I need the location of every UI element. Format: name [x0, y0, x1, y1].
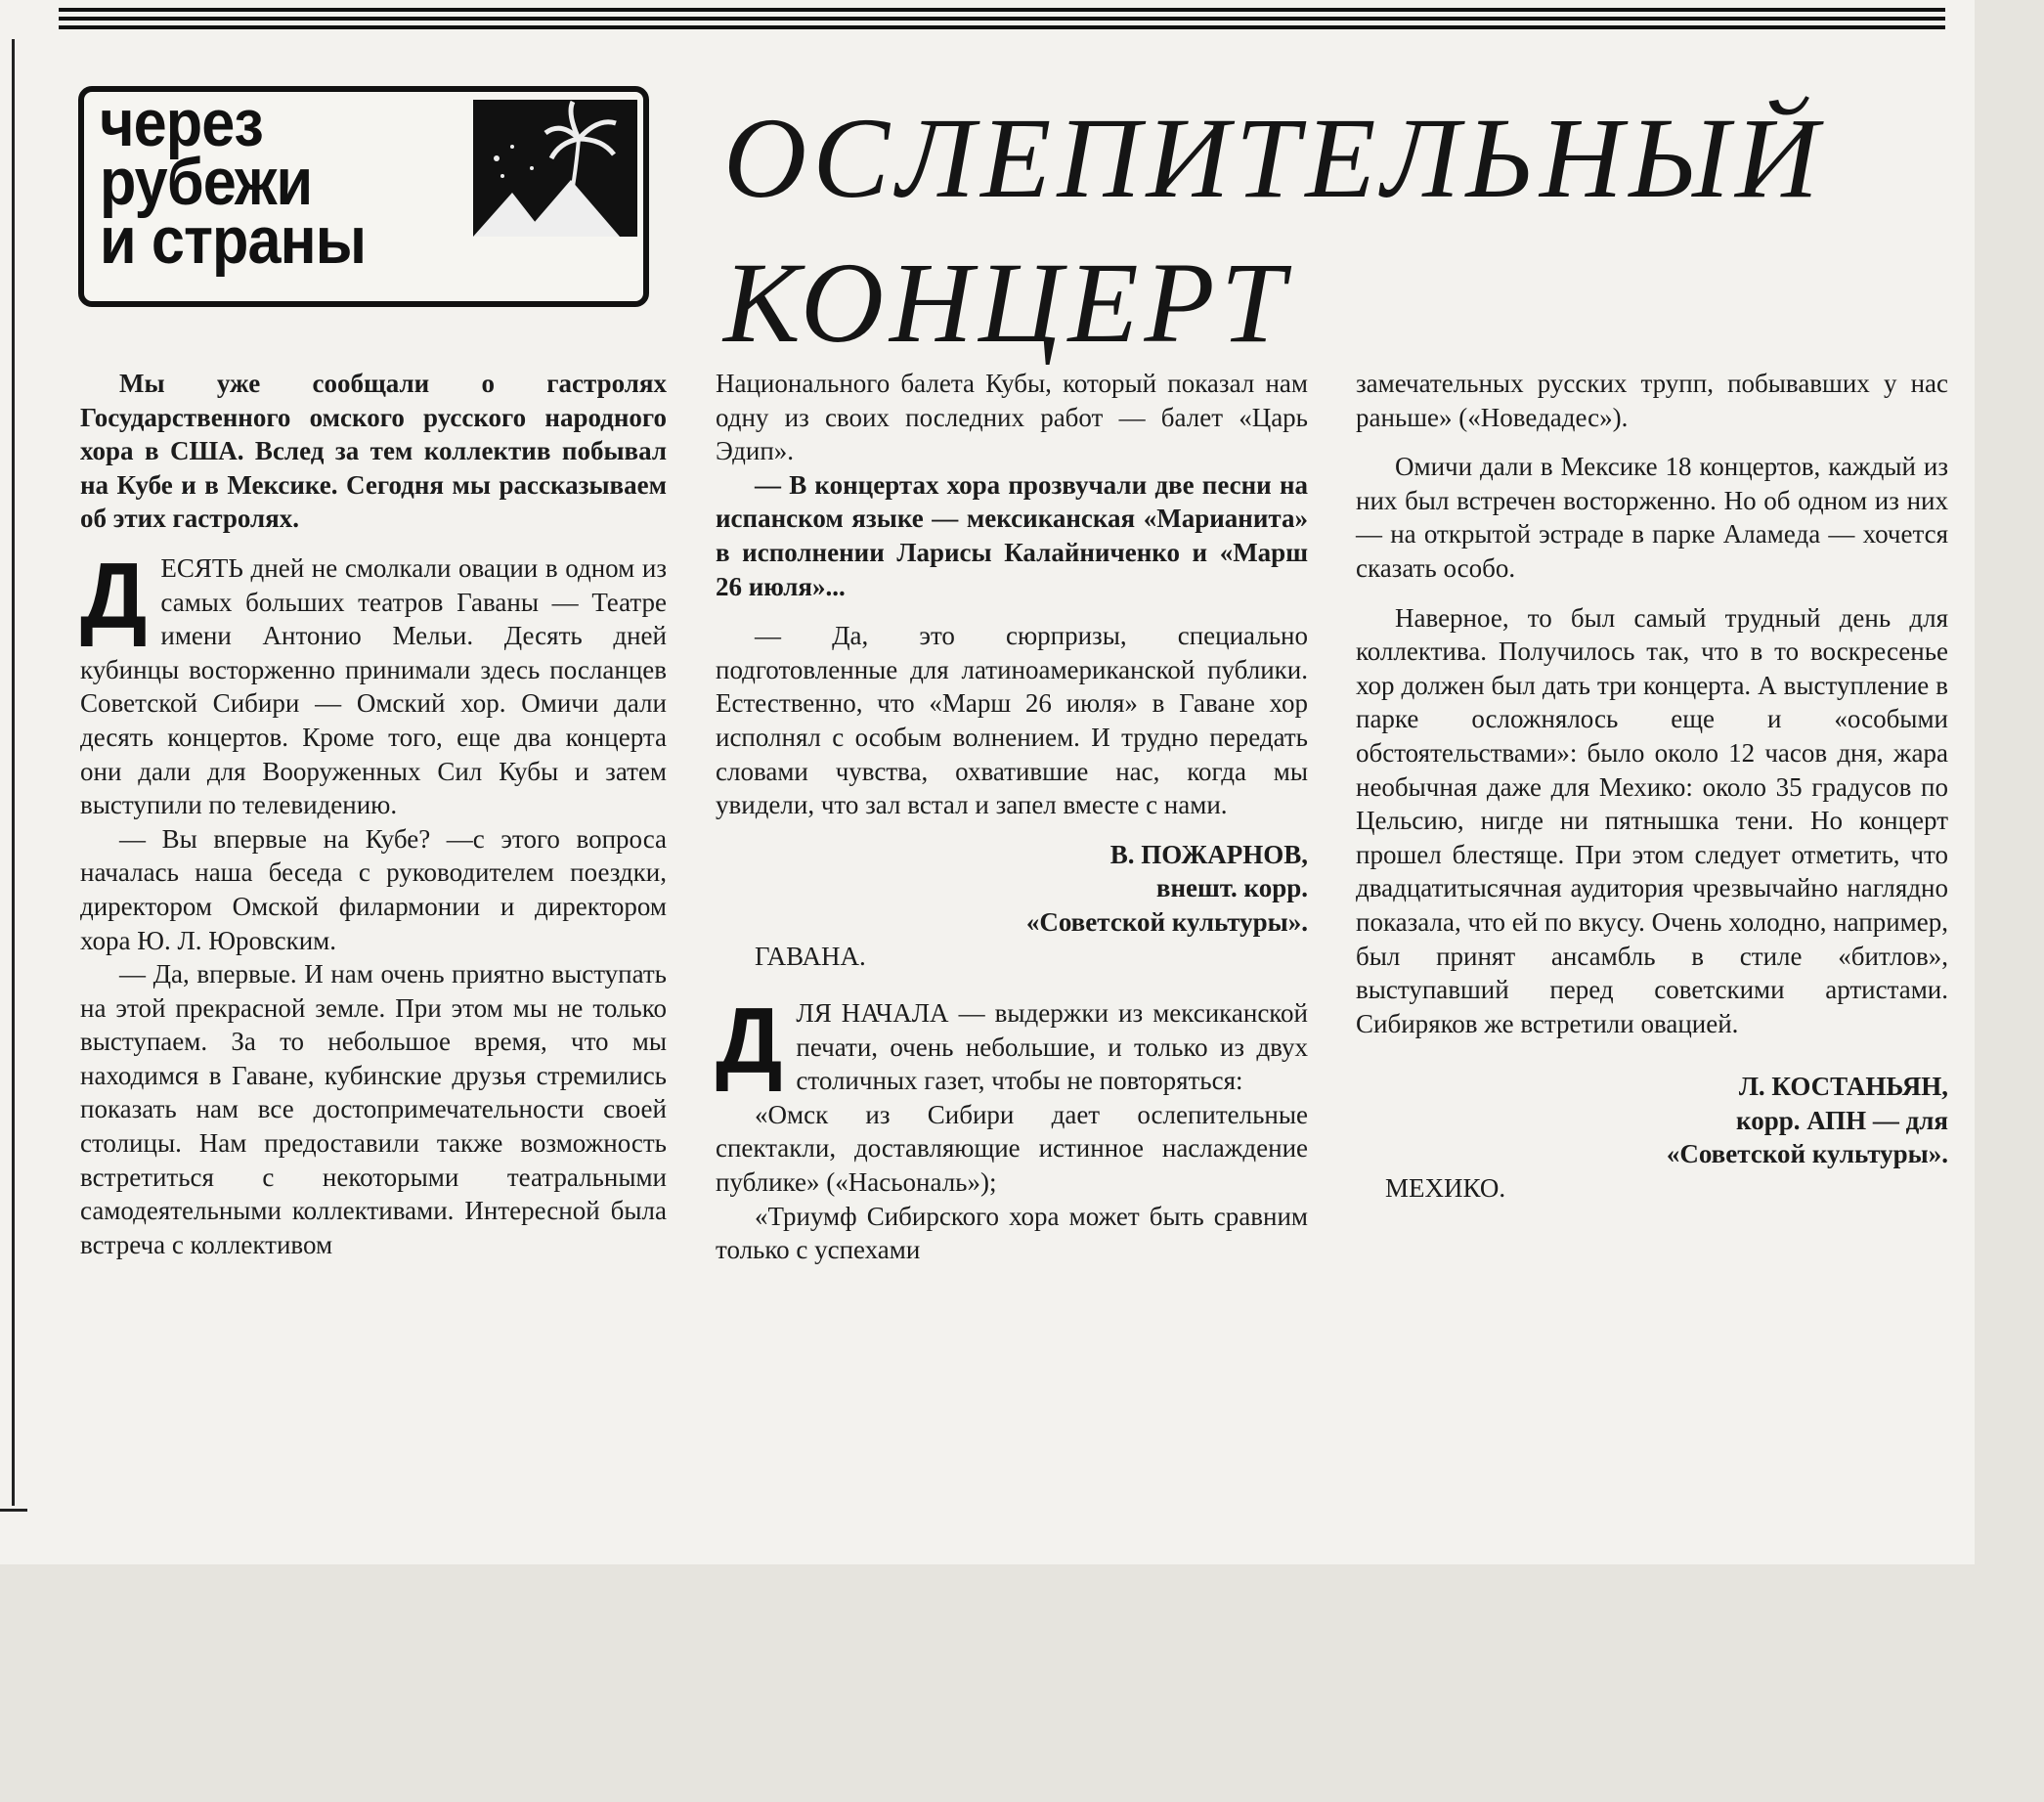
signature-paper: «Советской культуры». — [1666, 1139, 1948, 1169]
quote-paragraph: «Омск из Сибири дает ослепительные спектакли, доставляющие истинное наслаждение публике» («Насьональ»); — [716, 1099, 1308, 1198]
signature-paper: «Советской культуры». — [1025, 906, 1308, 937]
rubric-line: и страны — [100, 203, 367, 278]
headline-line-1: ОСЛЕПИТЕЛЬНЫЙ — [723, 94, 1825, 222]
dateline-place: ГАВАНА. — [755, 941, 866, 971]
paragraph: Наверное, то был самый трудный день для коллектива. Получилось так, что в то воскресенье хор должен был дать три концерта. А выступление в парке осложнялось еще и «особыми обстоятельствами»: было около 12 часов дня, жара необычная даже для Мехико: около 35 градусов по Цельсию, нигде ни пятнышка тени. Но концерт прошел блестяще. При этом следует отметить, что двадцатитысячная аудитория чрезвычайно наглядно показала, что ей по вкусу. Очень холодно, например, был принят ансамбль в стиле «битлов», выступавший перед советскими артистами. Сибиряков же встретили овацией. — [1356, 602, 1948, 1038]
signature-role: корр. АПН — для — [1736, 1105, 1948, 1135]
palm-pyramid-icon — [473, 100, 637, 237]
dateline-place: МЕХИКО. — [1385, 1173, 1506, 1204]
rubric-title — [100, 86, 510, 278]
article-column-2 — [716, 367, 1308, 1267]
left-rule-tick — [0, 1509, 27, 1512]
rubric-line: через — [100, 86, 263, 160]
article-column-1 — [80, 367, 667, 1261]
signature-role: внешт. корр. — [1155, 873, 1308, 903]
section-rubric-box — [78, 86, 649, 307]
rubric-line: рубежи — [100, 145, 313, 219]
paragraph: Национального балета Кубы, который показал нам одну из своих последних работ — балет «Царь Эдип». — [716, 369, 1308, 466]
paragraph: — Да, это сюрпризы, специально подготовленные для латиноамериканской публики. Естественно, что «Марш 26 июля» в Гаване хор исполнял с особым волнением. И трудно передать словами чувства, охватившие нас, когда мы увидели, что зал встал и запел вместе с нами. — [716, 621, 1308, 820]
lead-paragraph: Мы уже сообщали о гастролях Государственного омского русского народного хора в США. Вслед за тем коллектив побывал на Кубе и в Мексике. Сегодня мы рассказываем об этих гастролях. — [80, 369, 667, 534]
top-rule-lines — [59, 8, 1945, 41]
paragraph: замечательных русских трупп, побывавших у нас раньше» («Новедадес»). — [1356, 369, 1948, 432]
drop-cap: Д — [80, 543, 148, 648]
paragraph — [716, 989, 1308, 1098]
paragraph — [80, 543, 667, 822]
paragraph: — В концертах хора прозвучали две песни на испанском языке — мексиканская «Марианита» в исполнении Ларисы Калайниченко и «Марш 26 июля»... — [716, 469, 1308, 601]
headline-line-2: КОНЦЕРТ — [723, 239, 1291, 367]
paragraph: — Да, впервые. И нам очень приятно выступать на этой прекрасной земле. При этом мы не только выступаем. За то небольшое время, что мы находимся в Гаване, кубинские друзья стремились показать нам все достопримечательности своей столицы. Нам предоставили также возможность встретиться с некоторыми театральными самодеятельными коллективами. Интересной была встреча с коллективом — [80, 959, 667, 1259]
paragraph-text: ЕСЯТЬ дней не смолкали овации в одном из самых больших театров Гаваны — Театре имени Антонио Мельи. Десять дней кубинцы восторженно принимали здесь посланцев Советской Сибири — Омский хор. Омичи дали десять концертов. Кроме того, еще два концерта они дали для Вооруженных Сил Кубы и затем выступили по телевидению. — [80, 552, 667, 820]
article-headline — [723, 86, 1975, 375]
article-column-3 — [1356, 367, 1948, 1206]
paragraph-text: ЛЯ НАЧАЛА — выдержки из мексиканской печати, очень небольшие, и только из двух столичных газет, чтобы не повторяться: — [796, 998, 1308, 1096]
signature-name: В. ПОЖАРНОВ, — [1109, 839, 1308, 869]
signature-name: Л. КОСТАНЬЯН, — [1738, 1072, 1948, 1102]
left-column-rule — [12, 39, 15, 1506]
paragraph: — Вы впервые на Кубе? —с этого вопроса началась наша беседа с руководителем поездки, директором Омской филармонии и директором хора Ю. Л. Юровским. — [80, 823, 667, 955]
drop-cap: Д — [716, 989, 783, 1094]
quote-paragraph: «Триумф Сибирского хора может быть сравним только с успехами — [716, 1201, 1308, 1265]
paragraph: Омичи дали в Мексике 18 концертов, каждый из них был встречен восторженно. Но об одном из них — на открытой эстраде в парке Аламеда — хочется сказать особо. — [1356, 452, 1948, 583]
